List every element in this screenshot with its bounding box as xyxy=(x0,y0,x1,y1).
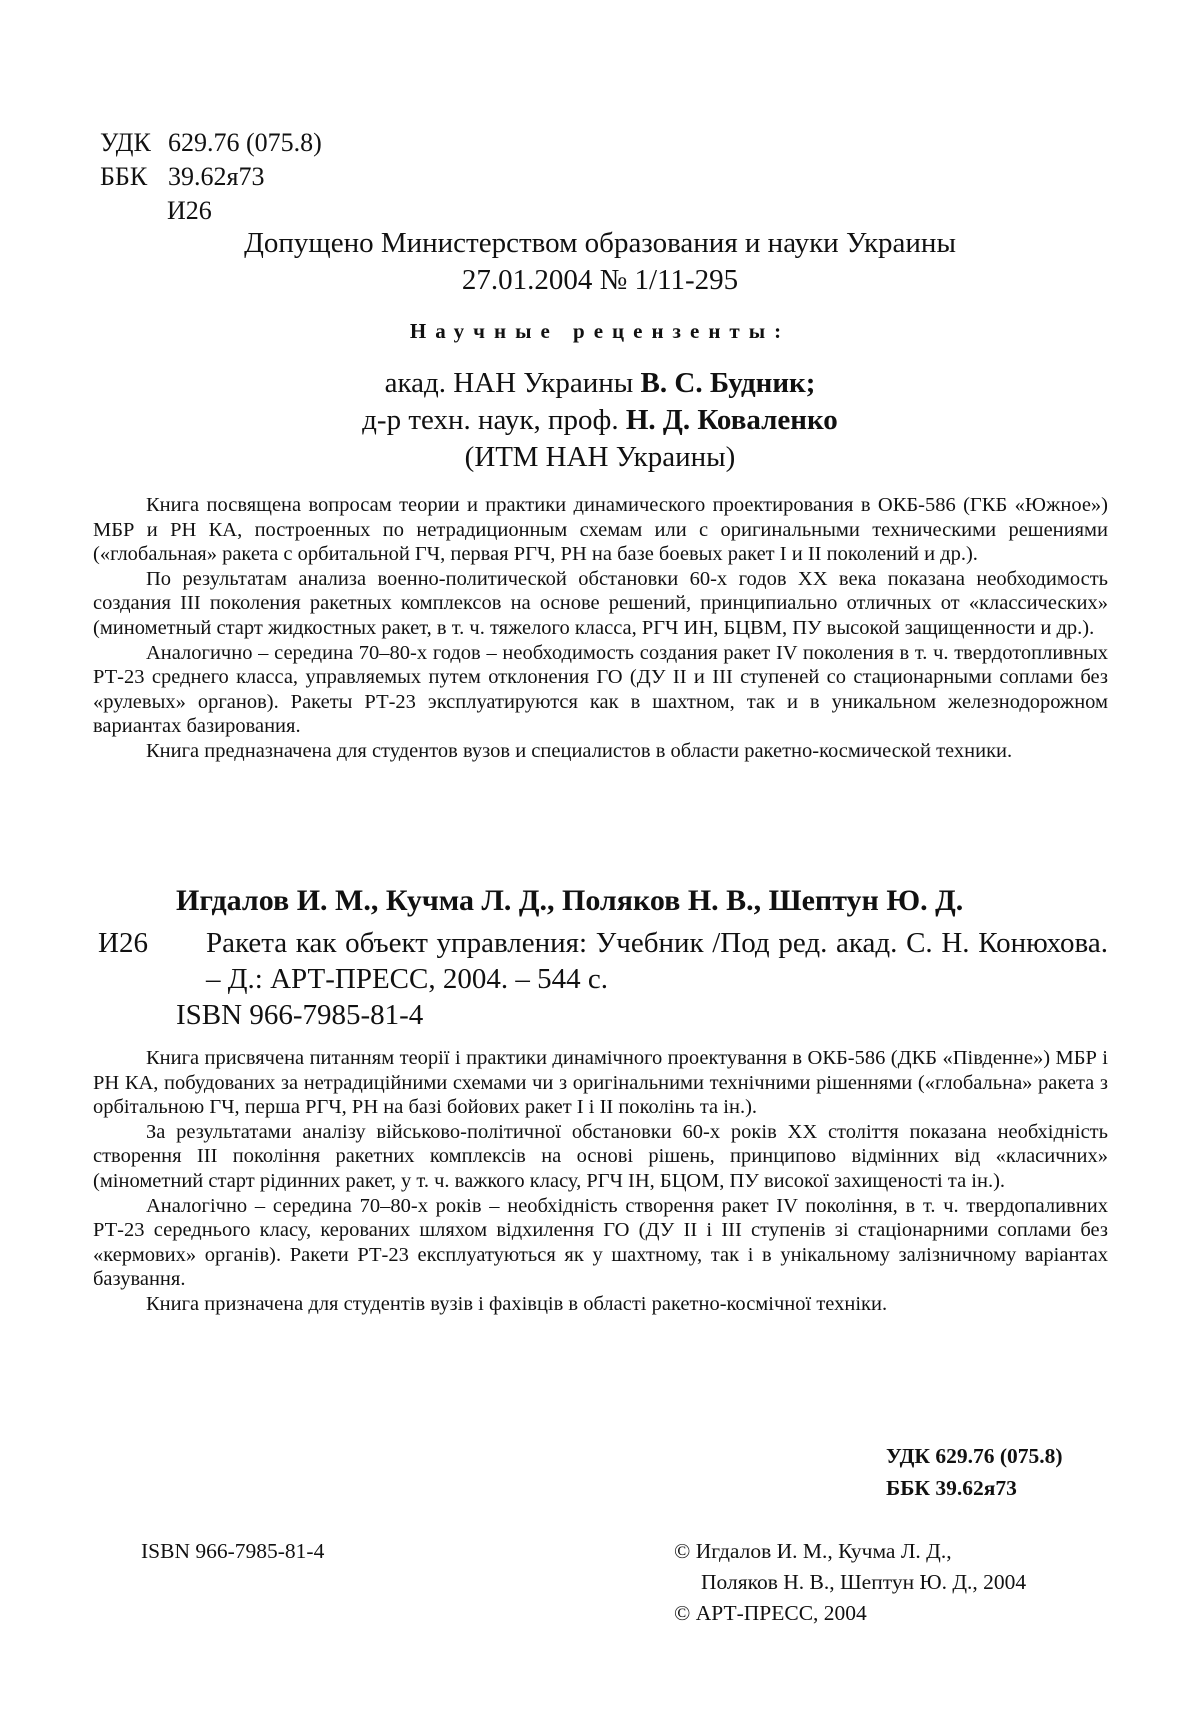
copyright-publisher: © АРТ-ПРЕСС, 2004 xyxy=(674,1601,867,1625)
copyright-authors-line-1: © Игдалов И. М., Кучма Л. Д., xyxy=(674,1539,952,1563)
abstract-uk-paragraph: Аналогічно – середина 70–80-х років – необхідність створення ракет IV покоління, в т. ч. твердопаливних РТ-23 середнього класу, керованих шляхом відхилення ГО (ДУ II і III ступенів зі стаціонарними соплами без «кермових» органів). Ракети РТ-23 експлуатуються як у шахтному, так і в унікальному залізничному варіантах базування. xyxy=(93,1194,1108,1291)
reviewer-1-title: акад. НАН Украины xyxy=(384,367,641,399)
bbk-label: ББК xyxy=(100,162,148,191)
abstract-ru-paragraph: Книга посвящена вопросам теории и практики динамического проектирования в ОКБ-586 (ГКБ «Южное») МБР и РН КА, построенных по нетрадиционным схемам или с оригинальными техническими решениями («глобальная» ракета с орбитальной ГЧ, первая РГЧ, РН на базе боевых ракет I и II поколений и др.). xyxy=(93,494,1108,566)
reviewers-heading: Научные рецензенты: xyxy=(409,319,791,343)
catalog-authors: Игдалов И. М., Кучма Л. Д., Поляков Н. В., Шептун Ю. Д. xyxy=(176,884,964,917)
abstract-ru-paragraph: Книга предназначена для студентов вузов и специалистов в области ракетно-космической техники. xyxy=(146,739,1013,762)
abstract-uk-paragraph: Книга присвячена питанням теорії і практики динамічного проектування в ОКБ-586 (ДКБ «Південне») МБР і РН КА, побудованих за нетрадиційними схемами чи з оригінальними технічними рішеннями («глобальна» ракета з орбітальною ГЧ, перша РГЧ, РН на базі бойових ракет I і II поколінь та ін.). xyxy=(93,1047,1108,1119)
approval-line-1: Допущено Министерством образования и науки Украины xyxy=(244,227,956,259)
reviewer-2-name: Н. Д. Коваленко xyxy=(625,404,838,436)
catalog-isbn: ISBN 966-7985-81-4 xyxy=(176,999,424,1031)
author-code: И26 xyxy=(167,196,212,225)
abstract-uk xyxy=(93,1046,1108,1317)
copyright-block xyxy=(674,1536,1026,1629)
udk-label: УДК xyxy=(100,128,151,157)
copyright-authors-line-2: Поляков Н. В., Шептун Ю. Д., 2004 xyxy=(701,1570,1027,1594)
footer-udk: УДК 629.76 (075.8) xyxy=(886,1444,1063,1468)
reviewer-1-name: В. С. Будник; xyxy=(640,367,816,399)
bbk-value: 39.62я73 xyxy=(168,162,265,191)
abstract-uk-paragraph: Книга призначена для студентів вузів і фахівців в області ракетно-космічної техніки. xyxy=(146,1292,888,1315)
reviewer-1 xyxy=(0,365,1200,401)
catalog-description: Ракета как объект управления: Учебник /Под ред. акад. С. Н. Конюхова. – Д.: АРТ-ПРЕСС, 2004. – 544 с. xyxy=(206,927,1108,995)
reviewers-organization: (ИТМ НАН Украины) xyxy=(464,441,736,473)
reviewer-2 xyxy=(0,402,1200,438)
abstract-ru-paragraph: По результатам анализа военно-политической обстановки 60-х годов XX века показана необходимость создания III поколения ракетных комплексов на основе решений, принципиально отличных от «классических» (минометный старт жидкостных ракет, в т. ч. тяжелого класса, РГЧ ИН, БЦВМ, ПУ высокой защищенности и др.). xyxy=(93,567,1108,639)
udk-line xyxy=(100,128,322,158)
catalog-entry xyxy=(98,925,1108,1033)
udk-value: 629.76 (075.8) xyxy=(168,128,322,157)
footer-bbk: ББК 39.62я73 xyxy=(886,1476,1017,1500)
abstract-uk-paragraph: За результатами аналізу військово-політичної обстановки 60-х років XX століття показана необхідність створення III покоління ракетних комплексів на основі рішень, принципово відмінних від «класичних» (мінометний старт рідинних ракет, у т. ч. важкого класу, РГЧ ІН, БЦОМ, ПУ високої захищеності та ін.). xyxy=(93,1120,1108,1192)
abstract-ru xyxy=(93,493,1108,764)
approval-line-2: 27.01.2004 № 1/11-295 xyxy=(461,264,739,296)
reviewer-2-title: д-р техн. наук, проф. xyxy=(362,404,626,436)
footer-isbn: ISBN 966-7985-81-4 xyxy=(141,1539,325,1563)
catalog-code: И26 xyxy=(98,927,148,959)
abstract-ru-paragraph: Аналогично – середина 70–80-х годов – необходимость создания ракет IV поколения в т. ч. твердотопливных РТ-23 среднего класса, управляемых путем отклонения ГО (ДУ II и III ступеней со стационарными соплами без «рулевых» органов). Ракеты РТ-23 эксплуатируются как в шахтном, так и в уникальном железнодорожном вариантах базирования. xyxy=(93,641,1108,738)
bbk-line xyxy=(100,162,264,192)
